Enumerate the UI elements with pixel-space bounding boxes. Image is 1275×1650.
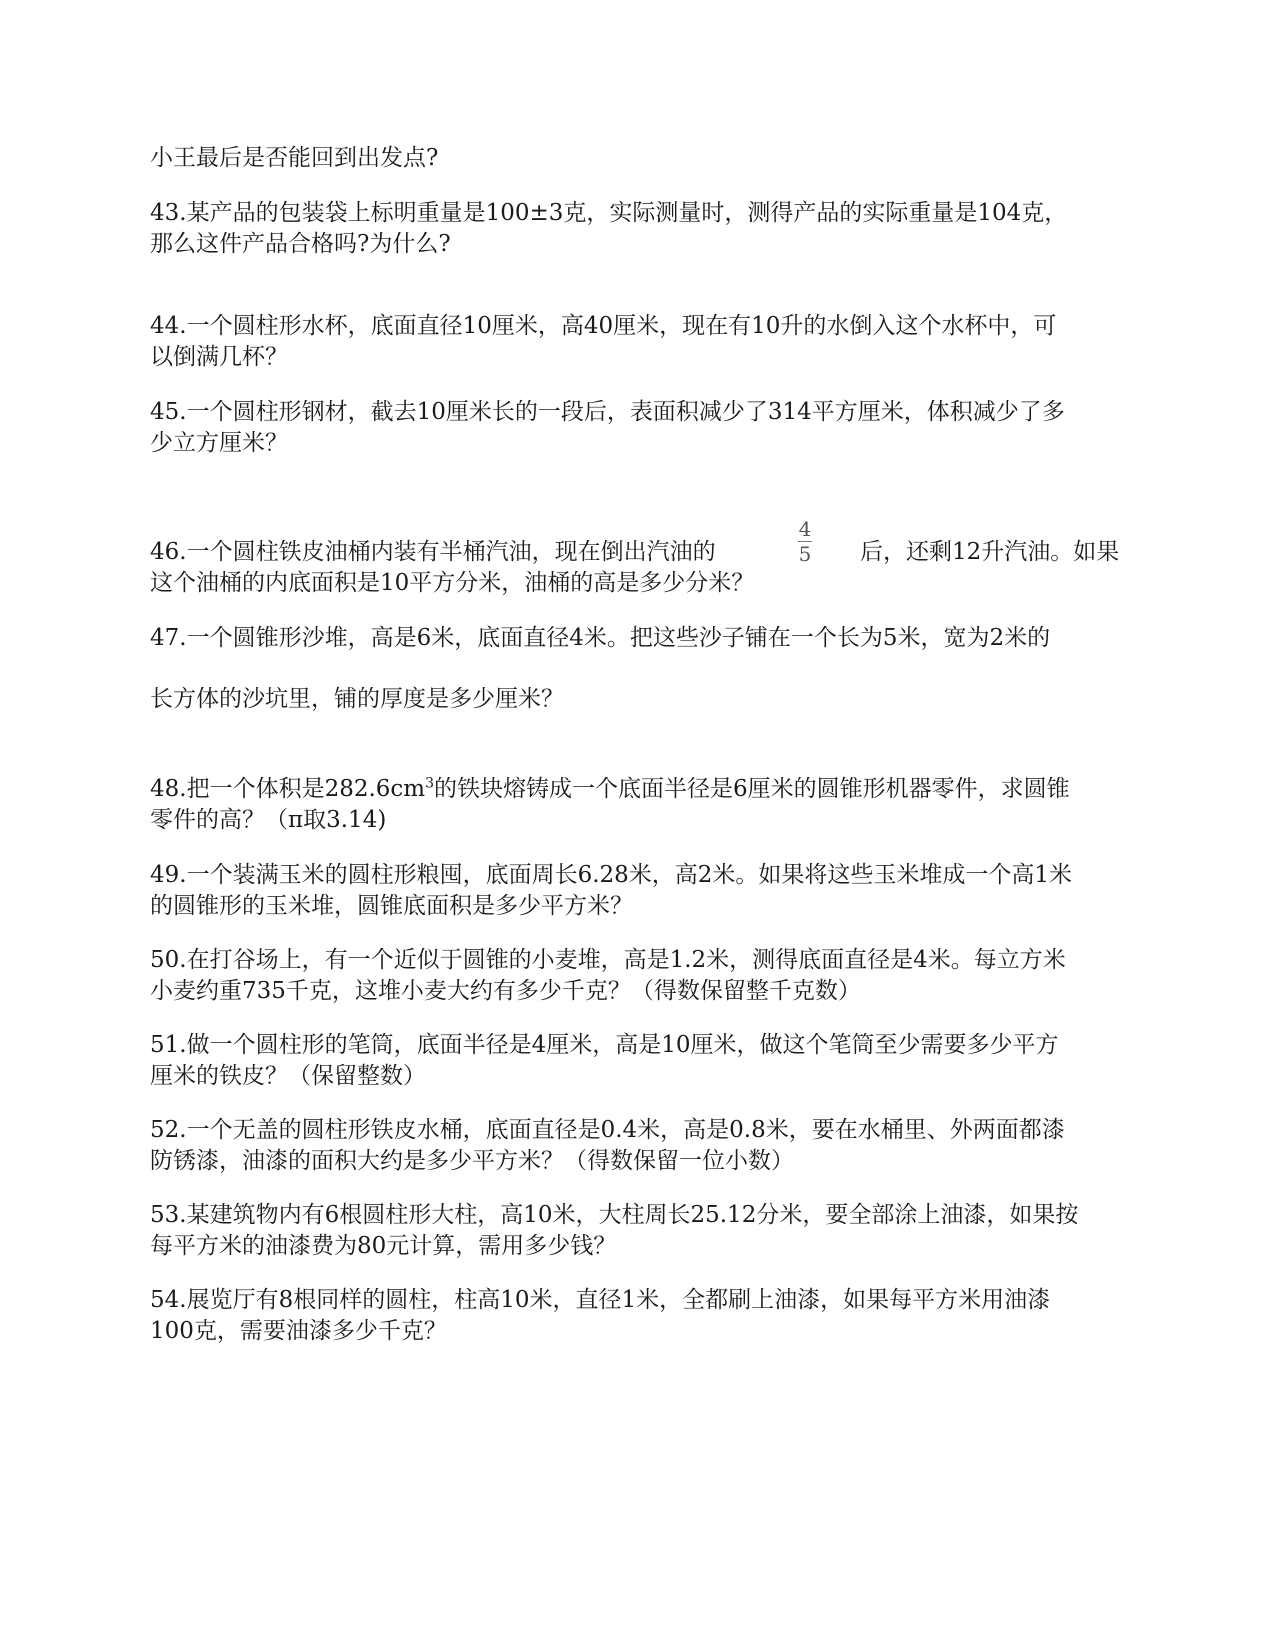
- problem-46-line-1-rest: 后，还剩12升汽油。如果: [860, 539, 1120, 565]
- problem-50-line-1: 50.在打谷场上，有一个近似于圆锥的小麦堆，高是1.2米，测得底面直径是4米。每立方米: [150, 947, 1066, 973]
- problem-47-line-2: 长方体的沙坑里，铺的厚度是多少厘米？: [150, 686, 564, 712]
- fraction-denominator: 5: [798, 542, 812, 566]
- problem-44-line-1: 44.一个圆柱形水杯，底面直径10厘米，高40厘米，现在有10升的水倒入这个水杯中，可: [150, 313, 1057, 339]
- problem-43-line-1: 43.某产品的包装袋上标明重量是100±3克，实际测量时，测得产品的实际重量是104克，: [150, 200, 1068, 226]
- problem-43-line-2: 那么这件产品合格吗?为什么?: [150, 231, 451, 257]
- problem-52-line-2: 防锈漆，油漆的面积大约是多少平方米？（得数保留一位小数）: [150, 1148, 794, 1174]
- problem-53-line-1: 53.某建筑物内有6根圆柱形大柱，高10米，大柱周长25.12分米，要全部涂上油漆，如果按: [150, 1202, 1079, 1228]
- superscript-three: 3: [425, 775, 435, 792]
- problem-53-line-2: 每平方米的油漆费为80元计算，需用多少钱？: [150, 1233, 617, 1259]
- problem-48-text-b: 的铁块熔铸成一个底面半径是6厘米的圆锥形机器零件，求圆锥: [434, 776, 1070, 802]
- problem-46-line-1: 46.一个圆柱铁皮油桶内装有半桶汽油，现在倒出汽油的: [150, 539, 716, 565]
- problem-50-line-2: 小麦约重735千克，这堆小麦大约有多少千克？（得数保留整千克数）: [150, 978, 861, 1004]
- problem-52-line-1: 52.一个无盖的圆柱形铁皮水桶，底面直径是0.4米，高是0.8米，要在水桶里、外两面都漆: [150, 1117, 1065, 1143]
- problem-54-line-1: 54.展览厅有8根同样的圆柱，柱高10米，直径1米，全都刷上油漆，如果每平方米用油漆: [150, 1287, 1051, 1313]
- problem-45-line-1: 45.一个圆柱形钢材，截去10厘米长的一段后，表面积减少了314平方厘米，体积减少了多: [150, 399, 1065, 425]
- problem-51-line-1: 51.做一个圆柱形的笔筒，底面半径是4厘米，高是10厘米，做这个笔筒至少需要多少平方: [150, 1032, 1059, 1058]
- problem-49-line-2: 的圆锥形的玉米堆，圆锥底面积是多少平方米？: [150, 893, 633, 919]
- problem-47-line-1: 47.一个圆锥形沙堆，高是6米，底面直径4米。把这些沙子铺在一个长为5米，宽为2米的: [150, 625, 1051, 651]
- problem-48-text-a: 48.把一个体积是282.6cm: [150, 776, 426, 802]
- problem-49-line-1: 49.一个装满玉米的圆柱形粮囤，底面周长6.28米，高2米。如果将这些玉米堆成一个高1米: [150, 862, 1073, 888]
- problem-54-line-2: 100克，需要油漆多少千克？: [150, 1318, 447, 1344]
- problem-42-tail: 小王最后是否能回到出发点?: [150, 145, 439, 171]
- problem-44-line-2: 以倒满几杯？: [150, 344, 288, 370]
- problem-46-line-2: 这个油桶的内底面积是10平方分米，油桶的高是多少分米？: [150, 570, 755, 596]
- problem-48-line-2: 零件的高？（π取3.14): [150, 807, 387, 833]
- problem-45-line-2: 少立方厘米？: [150, 430, 288, 456]
- problem-51-line-2: 厘米的铁皮？（保留整数）: [150, 1063, 426, 1089]
- problem-48-line-1: [150, 774, 1140, 804]
- fraction-numerator: 4: [798, 517, 812, 541]
- fraction-four-fifths: [792, 518, 818, 565]
